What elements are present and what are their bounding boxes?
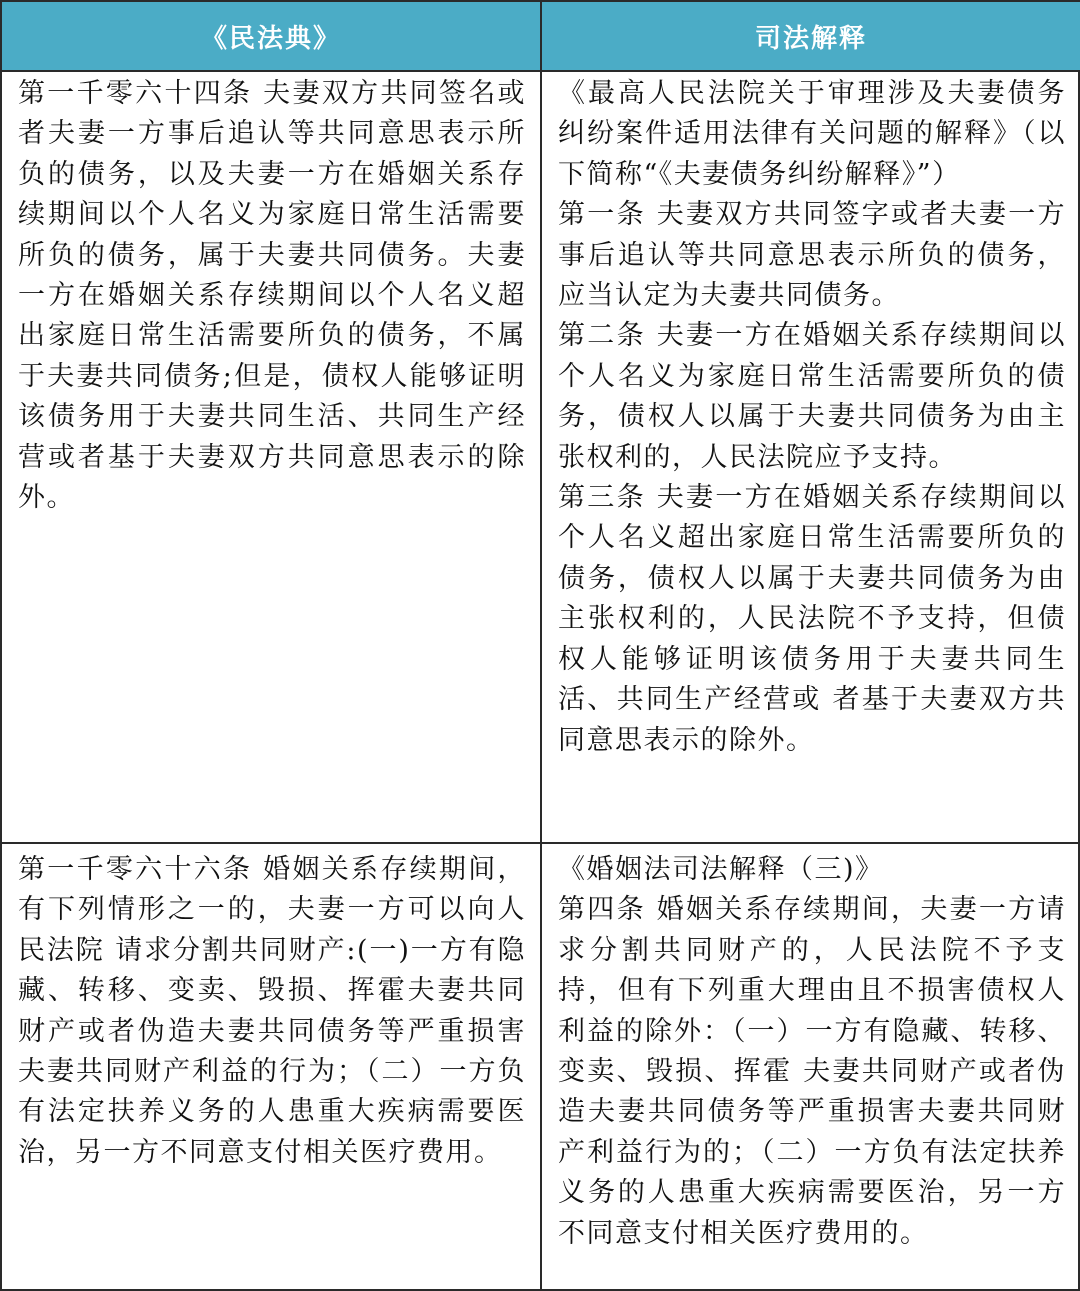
interpretation-article-4: 第四条 婚姻关系存续期间，夫妻一方请求分割共同财产的，人民法院不予支持，但有下列重大理由且不损害债权人利益的除外：（一）一方有隐藏、转移、变卖、毁损、挥霍 夫妻共同财产或者伪造夫妻共同债务等严重损害夫妻共同财产利益行为的；（二）一方负有法定扶养义务的人患重大疾病需要医治，另一方不同意支付相关医疗费用的。 [558, 894, 1066, 1249]
row1-civil-code-cell [2, 72, 542, 844]
row2-interpretation-cell [542, 844, 1080, 1291]
interpretation-article-2: 第二条 夫妻一方在婚姻关系存续期间以个人名义为家庭日常生活需要所负的债务，债权人以属于夫妻共同债务为由主张权利的，人民法院应予支持。 [558, 320, 1066, 473]
header-civil-code-title: 《民法典》 [200, 23, 341, 54]
interpretation-article-3: 第三条 夫妻一方在婚姻关系存续期间以个人名义超出家庭日常生活需要所负的债务，债权人以属于夫妻共同债务为由主张权利的，人民法院不予支持，但债权人能够证明该债务用于夫妻共同生活、共同生产经营或 者基于夫妻双方共同意思表示的除外。 [558, 482, 1066, 756]
article-1066-text: 第一千零六十六条 婚姻关系存续期间，有下列情形之一的，夫妻一方可以向人民法院 请求分割共同财产:(一)一方有隐藏、转移、变卖、毁损、挥霍夫妻共同财产或者伪造夫妻共同债务等严重损害夫妻共同财产利益的行为；（二）一方负有法定扶养义务的人患重大疾病需要医治，另一方不同意支付相关医疗费用。 [18, 854, 526, 1168]
interpretation-article-1: 第一条 夫妻双方共同签字或者夫妻一方事后追认等共同意思表示所负的债务，应当认定为夫妻共同债务。 [558, 199, 1066, 312]
marriage-law-interpretation-title: 《婚姻法司法解释（三)》 [558, 854, 884, 885]
row2-civil-code-cell [2, 844, 542, 1291]
header-judicial-interpretation-title: 司法解释 [754, 23, 867, 54]
header-judicial-interpretation [542, 2, 1080, 72]
debt-interpretation-title: 《最高人民法院关于审理涉及夫妻债务纠纷案件适用法律有关问题的解释》（以下简称“《夫妻债务纠纷解释》”） [558, 78, 1066, 190]
row1-interpretation-cell [542, 72, 1080, 844]
header-civil-code [2, 2, 542, 72]
article-1064-text: 第一千零六十四条 夫妻双方共同签名或者夫妻一方事后追认等共同意思表示所负的债务，以及夫妻一方在婚姻关系存续期间以个人名义为家庭日常生活需要所负的债务，属于夫妻共同债务。夫妻一方在婚姻关系存续期间以个人名义超出家庭日常生活需要所负的债务，不属于夫妻共同债务;但是，债权人能够证明该债务用于夫妻共同生活、共同生产经营或者基于夫妻双方共同意思表示的除外。 [18, 78, 526, 514]
